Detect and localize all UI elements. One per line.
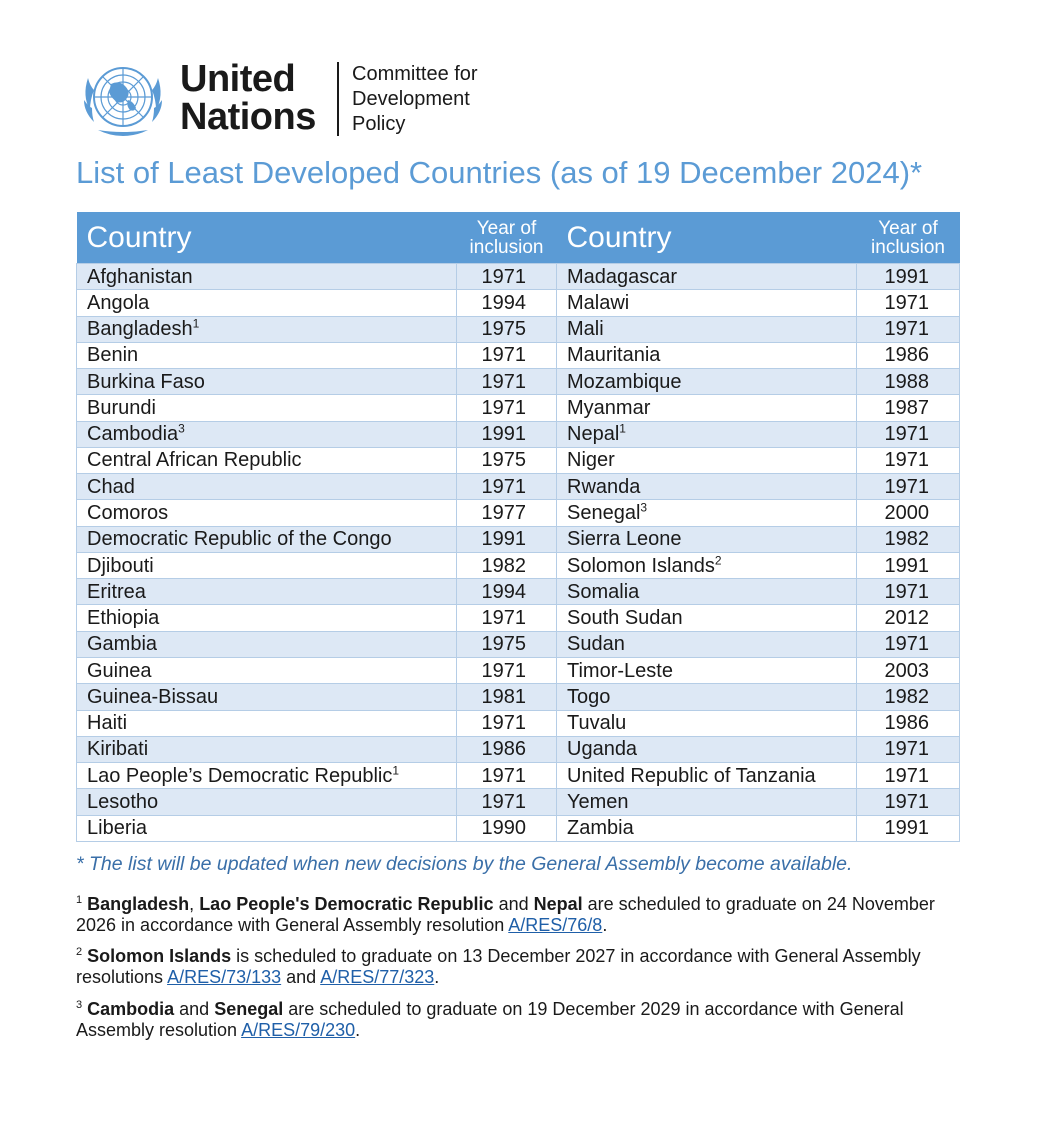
footnote-bold: Cambodia [87, 999, 175, 1019]
country-name: Malawi [567, 291, 630, 314]
country-cell [557, 657, 857, 683]
year-cell [857, 736, 960, 762]
country-name: Madagascar [567, 265, 678, 288]
country-cell [77, 526, 457, 552]
year-cell [857, 789, 960, 815]
resolution-link[interactable]: A/RES/79/230 [241, 1020, 356, 1040]
inclusion-year: 1971 [884, 738, 929, 761]
year-cell [457, 684, 557, 710]
country-name: Somalia [567, 580, 640, 603]
table-body [77, 264, 960, 842]
footnote-bold: Senegal [214, 999, 284, 1019]
committee-line-2: Development [352, 88, 470, 110]
inclusion-year: 1971 [884, 790, 929, 813]
footnote-text: , [189, 894, 200, 914]
country-cell [77, 763, 457, 789]
table-row [77, 763, 960, 789]
inclusion-year: 1986 [884, 344, 929, 367]
country-cell [77, 447, 457, 473]
table-row [77, 815, 960, 841]
year-cell [457, 526, 557, 552]
committee-line-3: Policy [352, 113, 406, 135]
country-cell [77, 264, 457, 290]
country-cell [77, 552, 457, 578]
year-cell [457, 552, 557, 578]
year-header-line-1: Year of [878, 217, 938, 239]
country-name: Cambodia [87, 423, 179, 446]
table-row [77, 710, 960, 736]
year-cell [457, 474, 557, 500]
footnote-3 [76, 999, 976, 1041]
footnote-text: and [174, 999, 215, 1019]
country-name: Sierra Leone [567, 528, 682, 551]
inclusion-year: 1982 [481, 554, 526, 577]
footnote-marker: 3 [178, 421, 185, 436]
inclusion-year: 1994 [481, 291, 526, 314]
country-cell [557, 369, 857, 395]
country-name: Yemen [567, 790, 629, 813]
footnote-2 [76, 946, 976, 988]
table-row [77, 631, 960, 657]
inclusion-year: 2000 [884, 502, 929, 525]
country-cell [77, 342, 457, 368]
year-cell [857, 500, 960, 526]
inclusion-year: 1986 [884, 712, 929, 735]
country-name: Benin [87, 344, 139, 367]
inclusion-year: 1971 [481, 475, 526, 498]
country-name: Djibouti [87, 554, 154, 577]
column-header-country: Country [77, 212, 457, 264]
country-name: Liberia [87, 817, 148, 840]
country-cell [77, 605, 457, 631]
year-cell [857, 395, 960, 421]
table-row [77, 684, 960, 710]
inclusion-year: 1971 [884, 580, 929, 603]
country-cell [557, 710, 857, 736]
inclusion-year: 1988 [884, 370, 929, 393]
country-name: Senegal [567, 502, 641, 525]
footnote-marker: 1 [192, 316, 200, 331]
organization-name [180, 60, 316, 136]
year-cell [857, 526, 960, 552]
table-row [77, 447, 960, 473]
year-cell [457, 789, 557, 815]
country-cell [77, 316, 457, 342]
footnote-number: 3 [76, 999, 83, 1011]
country-name: Gambia [87, 633, 158, 656]
inclusion-year: 1971 [481, 265, 526, 288]
inclusion-year: 1971 [481, 659, 526, 682]
inclusion-year: 1982 [884, 528, 929, 551]
table-row [77, 395, 960, 421]
table-row [77, 605, 960, 631]
inclusion-year: 1971 [481, 790, 526, 813]
table-row [77, 290, 960, 316]
inclusion-year: 1990 [481, 817, 526, 840]
inclusion-year: 1994 [481, 580, 526, 603]
country-name: Mozambique [567, 370, 682, 393]
year-cell [857, 763, 960, 789]
year-cell [457, 763, 557, 789]
year-cell [857, 369, 960, 395]
year-cell [857, 447, 960, 473]
inclusion-year: 1971 [884, 633, 929, 656]
year-cell [457, 710, 557, 736]
country-cell [557, 447, 857, 473]
country-name: Afghanistan [87, 265, 193, 288]
country-name: Myanmar [567, 396, 651, 419]
inclusion-year: 1975 [481, 633, 526, 656]
year-cell [457, 369, 557, 395]
inclusion-year: 1971 [884, 318, 929, 341]
country-cell [77, 684, 457, 710]
year-header-line-2: inclusion [871, 236, 945, 258]
country-cell [557, 474, 857, 500]
country-name: Mauritania [567, 344, 661, 367]
inclusion-year: 1971 [481, 344, 526, 367]
year-cell [857, 264, 960, 290]
inclusion-year: 1981 [481, 685, 526, 708]
year-cell [857, 316, 960, 342]
inclusion-year: 1982 [884, 685, 929, 708]
country-name: Bangladesh [87, 318, 193, 341]
country-cell [557, 316, 857, 342]
country-name: Chad [87, 475, 135, 498]
update-note: * The list will be updated when new decisions by the General Assembly become available. [76, 853, 853, 875]
country-cell [557, 395, 857, 421]
country-cell [77, 815, 457, 841]
country-name: Niger [567, 449, 615, 472]
year-header-line-1: Year of [476, 217, 537, 239]
country-cell [77, 500, 457, 526]
year-cell [457, 736, 557, 762]
country-cell [77, 474, 457, 500]
footnote-number: 2 [76, 946, 83, 958]
country-cell [557, 526, 857, 552]
country-cell [557, 763, 857, 789]
inclusion-year: 1977 [481, 502, 526, 525]
country-cell [557, 631, 857, 657]
inclusion-year: 1986 [481, 738, 526, 761]
footnote-marker: 1 [392, 763, 400, 778]
table-row [77, 421, 960, 447]
country-cell [557, 342, 857, 368]
country-name: Comoros [87, 502, 169, 525]
year-cell [857, 657, 960, 683]
country-name: Guinea-Bissau [87, 685, 219, 708]
year-cell [857, 631, 960, 657]
country-cell [77, 789, 457, 815]
year-cell [457, 447, 557, 473]
country-name: Eritrea [87, 580, 146, 603]
country-cell [557, 579, 857, 605]
footnote-text: . [602, 915, 608, 935]
country-name: Tuvalu [567, 712, 627, 735]
footnote-marker: 2 [714, 552, 722, 567]
footnote-text: . [434, 967, 440, 987]
country-cell [557, 421, 857, 447]
year-cell [457, 815, 557, 841]
inclusion-year: 2012 [884, 607, 929, 630]
inclusion-year: 1971 [481, 396, 526, 419]
table-row [77, 316, 960, 342]
inclusion-year: 1991 [884, 554, 929, 577]
country-cell [77, 290, 457, 316]
table-row [77, 736, 960, 762]
country-name: Sudan [567, 633, 625, 656]
column-header-year-2 [857, 212, 960, 264]
country-name: Angola [87, 291, 150, 314]
year-header-line-2: inclusion [469, 236, 544, 258]
country-cell [77, 710, 457, 736]
country-name: South Sudan [567, 607, 683, 630]
footnote-bold: Solomon Islands [87, 946, 232, 966]
header [78, 58, 678, 140]
footnote-text: is scheduled to graduate on 13 December 2027 in accordance with General Assembly resolutions [76, 946, 921, 987]
footnote-text: and [281, 967, 321, 987]
country-name: Timor-Leste [567, 659, 673, 682]
year-cell [457, 342, 557, 368]
table-row [77, 579, 960, 605]
country-cell [557, 552, 857, 578]
country-name: Haiti [87, 712, 128, 735]
country-name: Central African Republic [87, 449, 302, 472]
table-row [77, 500, 960, 526]
year-cell [457, 290, 557, 316]
table-row [77, 526, 960, 552]
inclusion-year: 2003 [884, 659, 929, 682]
country-cell [77, 369, 457, 395]
country-name: Lao People’s Democratic Republic [87, 764, 393, 787]
country-cell [557, 264, 857, 290]
committee-line-1: Committee for [352, 63, 478, 85]
header-divider [337, 62, 339, 136]
country-name: Democratic Republic of the Congo [87, 528, 392, 551]
country-cell [557, 605, 857, 631]
inclusion-year: 1991 [481, 528, 526, 551]
country-cell [77, 421, 457, 447]
inclusion-year: 1971 [481, 607, 526, 630]
country-name: Togo [567, 685, 611, 708]
page-title: List of Least Developed Countries (as of 19 December 2024)* [76, 155, 923, 190]
year-cell [857, 342, 960, 368]
year-cell [857, 684, 960, 710]
country-cell [77, 395, 457, 421]
footnote-text: and [493, 894, 534, 914]
inclusion-year: 1971 [481, 764, 526, 787]
year-cell [457, 316, 557, 342]
inclusion-year: 1971 [884, 475, 929, 498]
table-header-row [77, 212, 960, 264]
country-name: Guinea [87, 659, 152, 682]
committee-name [352, 62, 478, 137]
year-cell [857, 290, 960, 316]
country-cell [77, 631, 457, 657]
inclusion-year: 1991 [481, 423, 526, 446]
country-name: Nepal [567, 423, 620, 446]
resolution-link[interactable]: A/RES/76/8 [508, 915, 603, 935]
country-name: Solomon Islands [567, 554, 715, 577]
un-emblem-icon [78, 60, 168, 138]
footnote-1 [76, 894, 976, 936]
country-name: Lesotho [87, 790, 159, 813]
footnote-marker: 1 [619, 421, 626, 436]
footnote-marker: 3 [640, 500, 648, 515]
table-row [77, 552, 960, 578]
org-line-1: United [180, 58, 296, 100]
year-cell [857, 421, 960, 447]
year-cell [457, 500, 557, 526]
footnote-bold: Bangladesh [87, 894, 190, 914]
footnote-text: are scheduled to graduate on 24 November 2026 in accordance with General Assembly resolution [76, 894, 935, 935]
inclusion-year: 1991 [884, 817, 929, 840]
year-cell [457, 264, 557, 290]
inclusion-year: 1971 [481, 370, 526, 393]
footnote-text: are scheduled to graduate on 19 December 2029 in accordance with General Assembly resolution [76, 999, 904, 1040]
inclusion-year: 1975 [481, 449, 526, 472]
table-row [77, 342, 960, 368]
table-row [77, 264, 960, 290]
resolution-link[interactable]: A/RES/73/133 [167, 967, 282, 987]
inclusion-year: 1987 [884, 396, 929, 419]
year-cell [457, 605, 557, 631]
country-cell [557, 290, 857, 316]
country-cell [77, 579, 457, 605]
country-name: Burundi [87, 396, 156, 419]
country-name: Uganda [567, 738, 638, 761]
year-cell [857, 815, 960, 841]
column-header-country-2: Country [557, 212, 857, 264]
footnote-text: . [355, 1020, 361, 1040]
column-header-year [457, 212, 557, 264]
country-name: Mali [567, 318, 604, 341]
year-cell [457, 579, 557, 605]
table-row [77, 369, 960, 395]
footnote-number: 1 [76, 894, 83, 906]
country-cell [77, 736, 457, 762]
inclusion-year: 1971 [481, 712, 526, 735]
footnote-bold: Lao People's Democratic Republic [199, 894, 494, 914]
year-cell [457, 421, 557, 447]
inclusion-year: 1975 [481, 318, 526, 341]
inclusion-year: 1971 [884, 764, 929, 787]
year-cell [457, 631, 557, 657]
year-cell [857, 710, 960, 736]
year-cell [457, 395, 557, 421]
inclusion-year: 1991 [884, 265, 929, 288]
year-cell [857, 579, 960, 605]
country-name: United Republic of Tanzania [567, 764, 816, 787]
year-cell [857, 474, 960, 500]
country-name: Zambia [567, 817, 634, 840]
country-cell [557, 815, 857, 841]
year-cell [457, 657, 557, 683]
table-row [77, 789, 960, 815]
country-name: Kiribati [87, 738, 149, 761]
country-cell [557, 736, 857, 762]
country-name: Ethiopia [87, 607, 160, 630]
org-line-2: Nations [180, 96, 316, 138]
table-row [77, 657, 960, 683]
ldc-table [76, 212, 960, 842]
country-name: Rwanda [567, 475, 641, 498]
year-cell [857, 605, 960, 631]
country-name: Burkina Faso [87, 370, 205, 393]
country-cell [77, 657, 457, 683]
year-cell [857, 552, 960, 578]
footnote-bold: Nepal [533, 894, 583, 914]
country-cell [557, 789, 857, 815]
country-cell [557, 500, 857, 526]
inclusion-year: 1971 [884, 449, 929, 472]
country-cell [557, 684, 857, 710]
resolution-link[interactable]: A/RES/77/323 [320, 967, 435, 987]
inclusion-year: 1971 [884, 291, 929, 314]
table-row [77, 474, 960, 500]
inclusion-year: 1971 [884, 423, 929, 446]
